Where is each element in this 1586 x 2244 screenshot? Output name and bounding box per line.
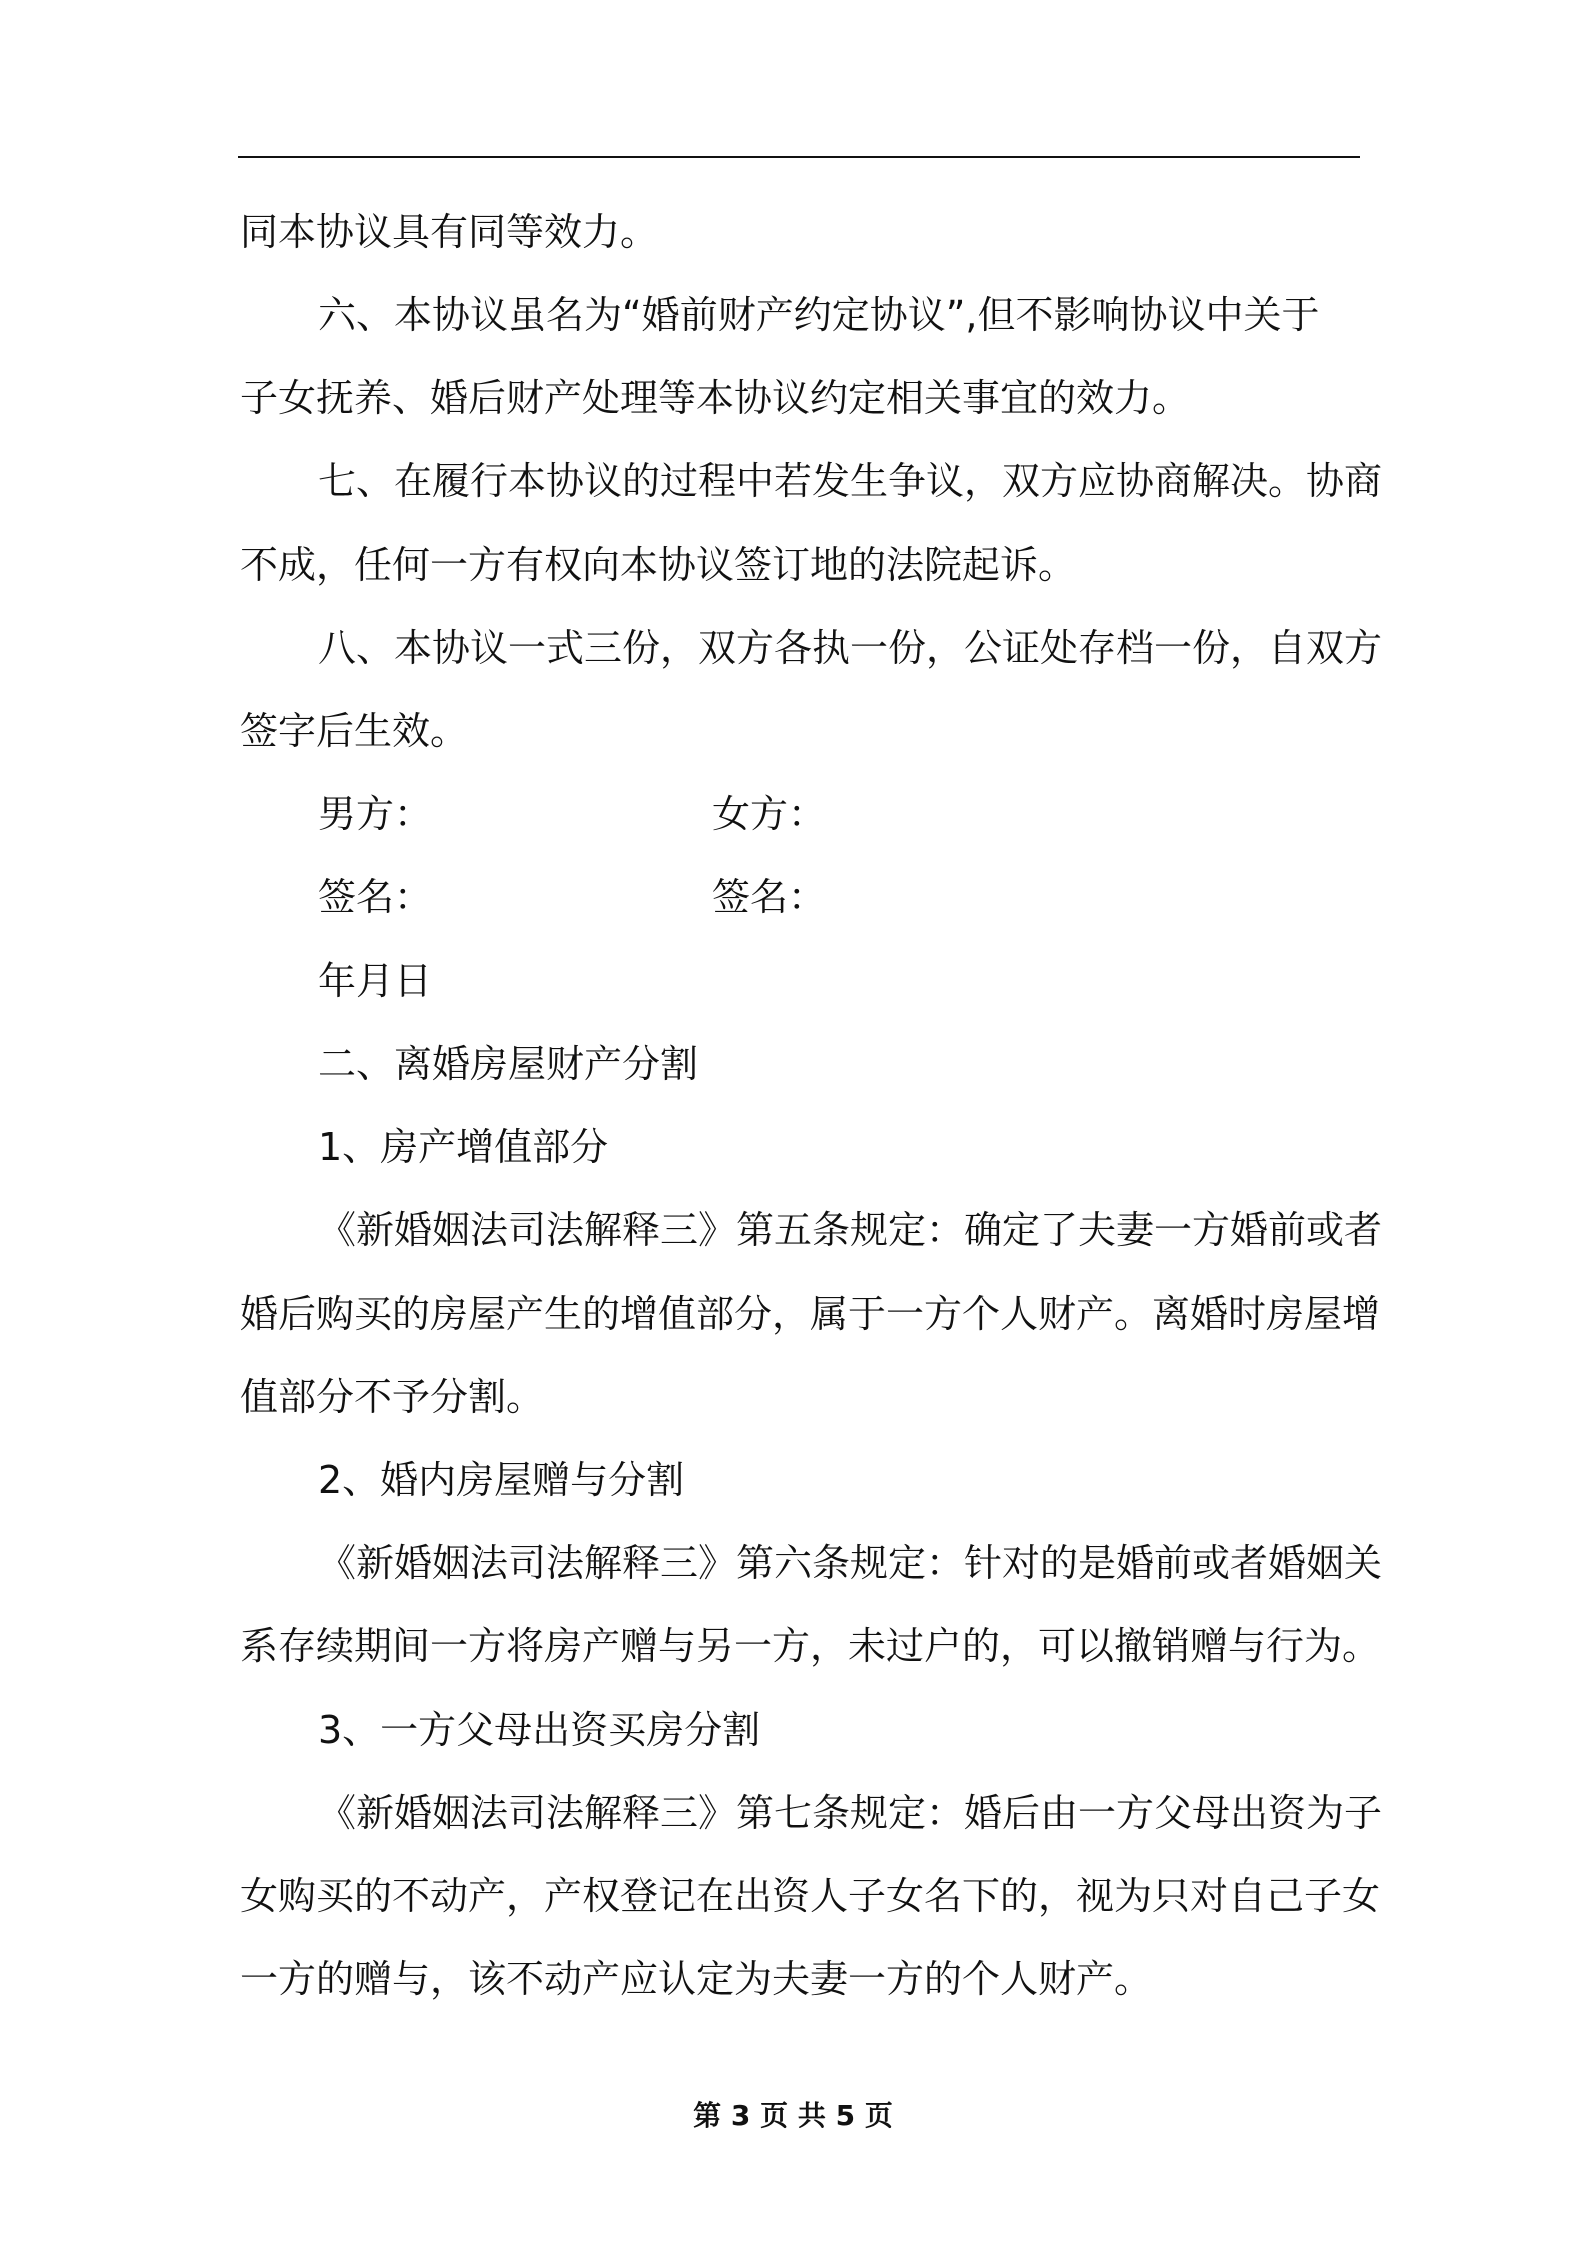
female-signature-label: 签名：	[712, 875, 827, 919]
subsection-heading: 3、一方父母出资买房分割	[318, 1708, 761, 1752]
subsection-body-line: 系存续期间一方将房产赠与另一方，未过户的，可以撤销赠与行为。	[240, 1624, 1381, 1668]
male-party-label: 男方：	[318, 792, 433, 836]
clause-eight-line: 签字后生效。	[240, 709, 469, 753]
male-signature-label: 签名：	[318, 875, 433, 919]
subsection-heading: 1、房产增值部分	[318, 1125, 609, 1169]
header-rule	[238, 156, 1360, 158]
subsection-heading: 2、婚内房屋赠与分割	[318, 1458, 685, 1502]
page-number-footer: 第 3 页 共 5 页	[693, 2099, 893, 2132]
subsection-body-line: 值部分不予分割。	[240, 1375, 545, 1419]
section-heading: 二、离婚房屋财产分割	[318, 1042, 699, 1086]
female-party-label: 女方：	[712, 792, 827, 836]
clause-six-line: 六、本协议虽名为“婚前财产约定协议”,但不影响协议中关于	[318, 293, 1320, 337]
clause-seven-line: 七、在履行本协议的过程中若发生争议，双方应协商解决。协商	[318, 459, 1383, 503]
subsection-body-line: 《新婚姻法司法解释三》第五条规定：确定了夫妻一方婚前或者	[318, 1208, 1383, 1252]
subsection-body-line: 一方的赠与，该不动产应认定为夫妻一方的个人财产。	[240, 1957, 1153, 2001]
subsection-body-line: 《新婚姻法司法解释三》第六条规定：针对的是婚前或者婚姻关	[318, 1541, 1383, 1585]
clause-six-line: 子女抚养、婚后财产处理等本协议约定相关事宜的效力。	[240, 376, 1191, 420]
paragraph-line: 同本协议具有同等效力。	[240, 210, 659, 254]
subsection-body-line: 婚后购买的房屋产生的增值部分，属于一方个人财产。离婚时房屋增	[240, 1292, 1381, 1336]
date-label: 年月日	[318, 959, 433, 1003]
subsection-body-line: 女购买的不动产，产权登记在出资人子女名下的，视为只对自己子女	[240, 1874, 1381, 1918]
clause-seven-line: 不成，任何一方有权向本协议签订地的法院起诉。	[240, 543, 1077, 587]
subsection-body-line: 《新婚姻法司法解释三》第七条规定：婚后由一方父母出资为子	[318, 1791, 1383, 1835]
clause-eight-line: 八、本协议一式三份，双方各执一份，公证处存档一份，自双方	[318, 626, 1383, 670]
